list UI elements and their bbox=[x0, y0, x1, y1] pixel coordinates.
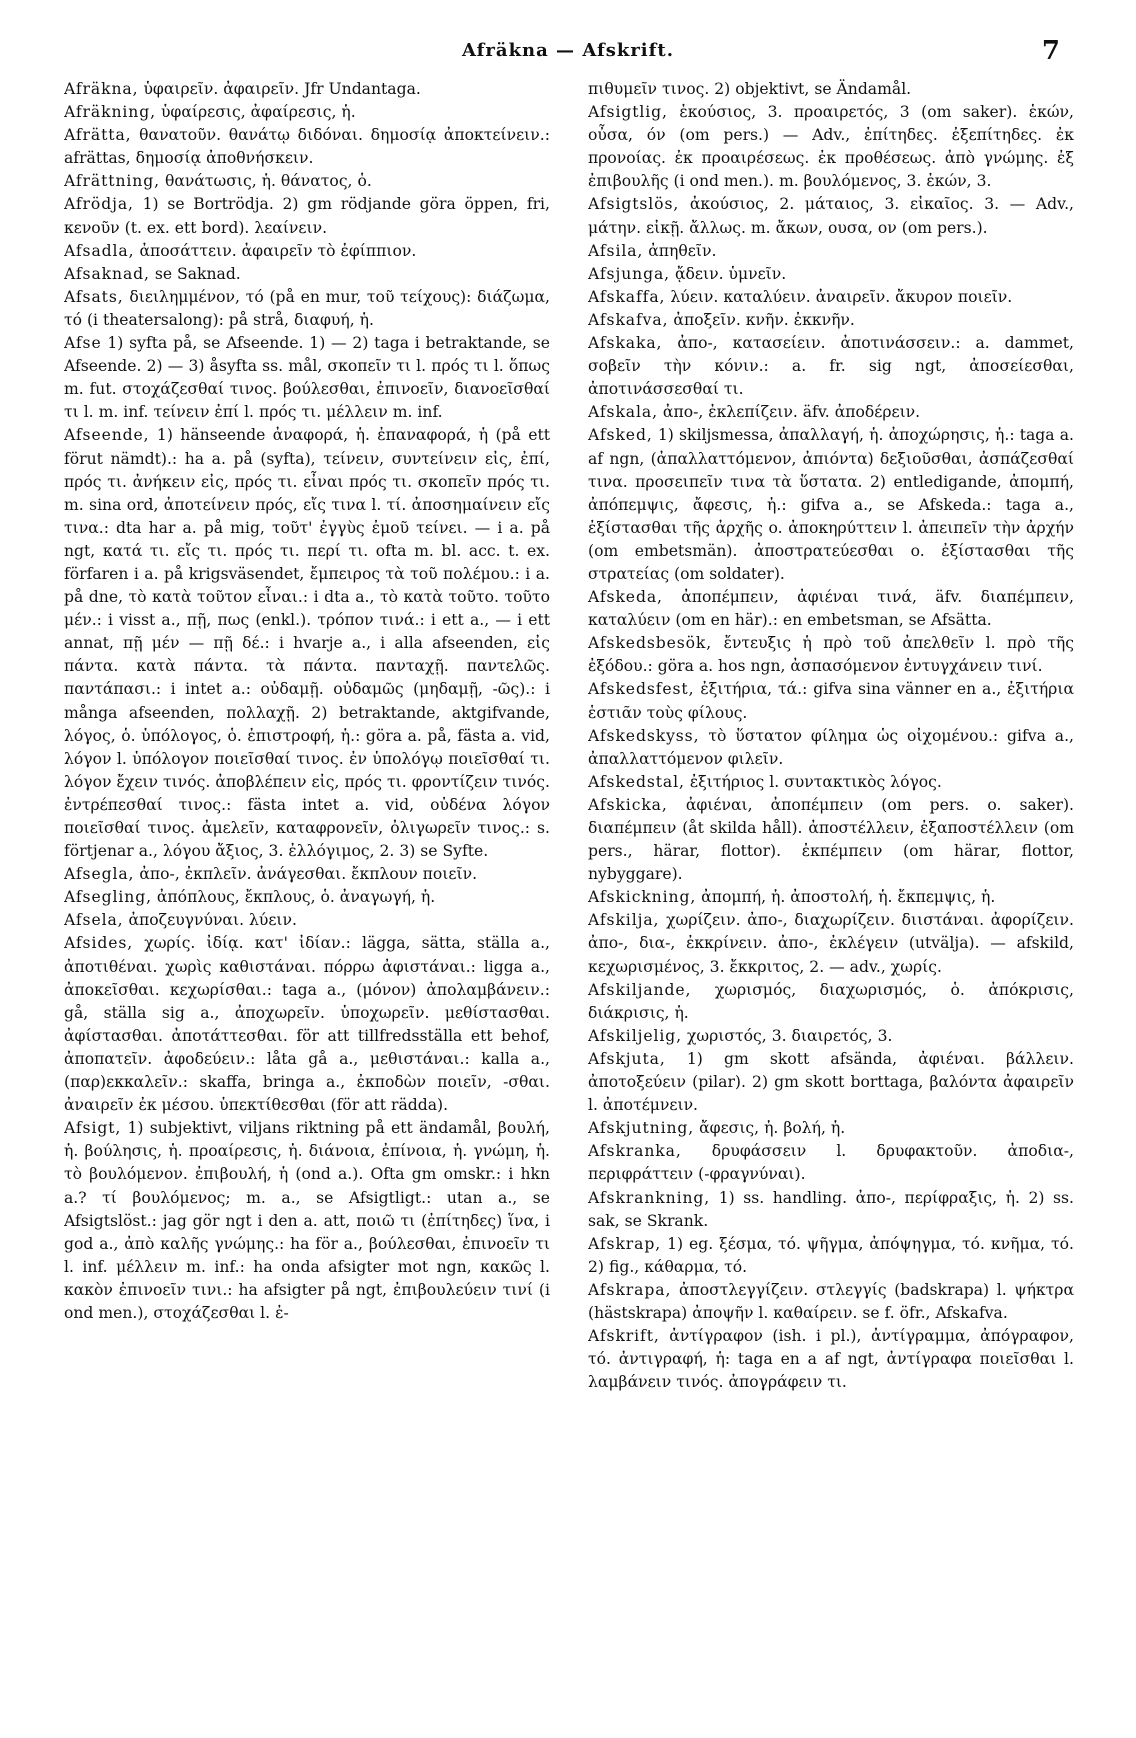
dictionary-entry bbox=[64, 286, 550, 332]
dictionary-entry bbox=[588, 332, 1074, 401]
entry-definition: ἀπομπή, ἡ. ἀποστολή, ἡ. ἔκπεμψις, ἡ. bbox=[701, 888, 996, 907]
entry-headword: Afrödja, bbox=[64, 195, 134, 214]
entry-definition: θανάτωσις, ἡ. θάνατος, ὁ. bbox=[164, 172, 372, 191]
entry-headword: Afskrapa, bbox=[588, 1280, 672, 1299]
entry-definition: ἀποστλεγγίζειν. στλεγγίς (badskrapa) l. ψήκτρα (hästskrapa) ἀποψῆν l. καθαίρειν. se f. öfr., Afskafva. bbox=[588, 1280, 1074, 1322]
entry-headword: Afrätta, bbox=[64, 126, 132, 145]
entry-definition: 1) hänseende ἀναφορά, ἡ. ἐπαναφορά, ἡ (på ett förut nämdt).: ha a. på (syfta), τείνειν, συντείνειν εἰς, ἐπί, πρός τι. ἀνήκειν εἰς, πρός τι. εἶναι πρός τι. σκοπεῖν πρός τι. m. sina ord, ἀποτείνειν πρός, εἴς τινα l. τί. ἀποσημαίνειν εἴς τινα.: dta har a. på mig, τοῦτ' ἐγγὺς ἐμοῦ τείνει. — i a. på ngt, κατά τι. εἴς τι. πρός τι. περί τι. ofta m. bl. acc. t. ex. förfaren i a. på krigsväsendet, ἔμπειρος τὰ τοῦ πολέμου.: i a. på dne, τὸ κατὰ τοῦτον εἶναι.: i dta a., τὸ κατὰ τοῦτο. τοῦτο μέν.: i visst a., πῇ, πως (enkl.). τρόπον τινά.: i ett a., — i ett annat, πῇ μέν — πῇ δέ.: i hvarje a., i alla afseenden, εἰς πάντα. κατὰ πάντα. τὰ πάντα. πανταχῇ. παντελῶς. παντάπασι.: i intet a.: οὐδαμῇ. οὐδαμῶς (μηδαμῇ, -ῶς).: i många afseenden, πολλαχῇ. 2) betraktande, aktgifvande, λόγος, ὁ. ὑπόλογος, ὁ. ἐπιστροφή, ἡ.: göra a. på, fästa a. vid, λόγον l. ὑπόλογον ποιεῖσθαί τινος. ἐν ὑπολόγῳ ποιεῖσθαί τι. λόγον ἔχειν τινός. ἀποβλέπειν εἰς, πρός τι. φροντίζειν τινός. ἐντρέπεσθαί τινος.: fästa intet a. vid, οὐδένα λόγον ποιεῖσθαί τινος. ἀμελεῖν, καταφρονεῖν, ὀλιγωρεῖν τινος.: s. förtjenar a., λόγου ἄξιος, 3. ἐλλόγιμος, 2. 3) se Syfte. bbox=[64, 426, 550, 861]
entry-definition: ὑφαίρεσις, ἀφαίρεσις, ἡ. bbox=[160, 103, 356, 122]
dictionary-entry bbox=[588, 78, 1074, 101]
dictionary-entry bbox=[588, 979, 1074, 1025]
dictionary-entry bbox=[588, 1279, 1074, 1325]
dictionary-entry bbox=[588, 771, 1074, 794]
entry-headword: Afskala, bbox=[588, 403, 658, 422]
dictionary-entry bbox=[64, 240, 550, 263]
dictionary-entry bbox=[588, 794, 1074, 886]
dictionary-entry bbox=[64, 886, 550, 909]
entry-headword: Afsegla, bbox=[64, 865, 135, 884]
entry-definition: πιθυμεῖν τινος. 2) objektivt, se Ändamål. bbox=[588, 80, 912, 98]
entry-headword: Afsides, bbox=[64, 934, 134, 953]
entry-definition: ἀποσάττειν. ἀφαιρεῖν τὸ ἐφίππιον. bbox=[139, 241, 417, 260]
entry-headword: Afsjunga, bbox=[588, 264, 671, 283]
entry-headword: Afskicka, bbox=[588, 795, 668, 814]
entry-headword: Afskafva, bbox=[588, 310, 669, 329]
dictionary-entry bbox=[588, 1140, 1074, 1186]
entry-definition: ἄφεσις, ἡ. βολή, ἡ. bbox=[699, 1119, 846, 1138]
entry-definition: χωριστός, 3. διαιρετός, 3. bbox=[686, 1026, 893, 1045]
entry-headword: Afskjuta, bbox=[588, 1049, 666, 1068]
entry-headword: Afskedskyss, bbox=[588, 726, 700, 745]
entry-definition: τὸ ὕστατον φίλημα ὡς οἰχομένου.: gifva a., ἀπαλλαττόμενον φιλεῖν. bbox=[588, 726, 1074, 768]
page-number: 7 bbox=[1041, 36, 1060, 66]
dictionary-entry bbox=[588, 1025, 1074, 1048]
entry-definition: ἀποζευγνύναι. λύειν. bbox=[128, 911, 297, 930]
dictionary-entry bbox=[64, 78, 550, 101]
entry-headword: Afskilja, bbox=[588, 911, 660, 930]
entry-headword: Afskaka, bbox=[588, 334, 663, 353]
entry-headword: Afskrift, bbox=[588, 1327, 660, 1346]
entry-headword: Afskaffa, bbox=[588, 287, 666, 306]
dictionary-entry bbox=[588, 1117, 1074, 1140]
dictionary-entry bbox=[588, 1187, 1074, 1233]
dictionary-entry bbox=[588, 678, 1074, 724]
dictionary-entry bbox=[588, 263, 1074, 286]
entry-headword: Afskjutning, bbox=[588, 1119, 695, 1138]
entry-headword: Afsadla, bbox=[64, 241, 135, 260]
dictionary-entry bbox=[64, 909, 550, 932]
dictionary-entry bbox=[64, 932, 550, 1117]
dictionary-entry bbox=[588, 1048, 1074, 1117]
entry-definition: ἔντευξις ἡ πρὸ τοῦ ἀπελθεῖν l. πρὸ τῆς ἐξόδου.: göra a. hos ngn, ἀσπασόμενον ἐντυγχάνειν τινί. bbox=[588, 634, 1074, 676]
dictionary-entry bbox=[588, 886, 1074, 909]
dictionary-entry bbox=[64, 263, 550, 286]
entry-headword: Afskrankning, bbox=[588, 1188, 711, 1207]
entry-definition: 1) gm skott afsända, ἀφιέναι. βάλλειν. ἀποτοξεύειν (pilar). 2) gm skott borttaga, βαλόντα ἀφαιρεῖν l. ἀποτέμνειν. bbox=[588, 1049, 1074, 1115]
entry-headword: Afskickning, bbox=[588, 888, 697, 907]
dictionary-entry bbox=[64, 124, 550, 170]
entry-definition: λύειν. καταλύειν. ἀναιρεῖν. ἄκυρον ποιεῖν. bbox=[670, 287, 1013, 306]
entry-headword: Afseende, bbox=[64, 426, 150, 445]
entry-headword: Afskedsfest, bbox=[588, 680, 695, 699]
entry-definition: χωρίς. ἰδίᾳ. κατ' ἰδίαν.: lägga, sätta, ställa a., ἀποτιθέναι. χωρὶς καθιστάναι. πόρρω ἀφιστάναι.: ligga a., ἀποκεῖσθαι. κεχωρίσθαι.: taga a., (μόνον) ἀπολαμβάνειν.: gå, ställa sig a., ἀποχωρεῖν. ὑποχωρεῖν. μεθίστασθαι. ἀφίστασθαι. ἀποτάττεσθαι. för att tillfredsställa ett behof, ἀποπατεῖν. ἀφοδεύειν.: låta gå a., μεθιστάναι.: kalla a., (παρ)εκκαλεῖν.: skaffa, bringa a., ἐκποδὼν ποιεῖν, -σθαι. ἀναιρεῖν ἐκ μέσου. ὑπεκτίθεσθαι (för att rädda). bbox=[64, 934, 550, 1115]
entry-headword: Afsigt, bbox=[64, 1119, 122, 1138]
dictionary-entry bbox=[588, 286, 1074, 309]
dictionary-entry bbox=[588, 193, 1074, 239]
dictionary-entry bbox=[588, 909, 1074, 978]
entry-headword: Afsats, bbox=[64, 287, 124, 306]
entry-definition: se Saknad. bbox=[154, 264, 241, 283]
entry-definition: ἀπο-, κατασείειν. ἀποτινάσσειν.: a. dammet, σοβεῖν τὴν κόνιν.: a. fr. sig ngt, ἀποσείεσθαι, ἀποτινάσσεσθαί τι. bbox=[588, 334, 1074, 399]
dictionary-entry bbox=[588, 401, 1074, 424]
entry-definition: ἀποπέμπειν, ἀφιέναι τινά, äfv. διαπέμπειν, καταλύειν (om en här).: en embetsman, se Afsätta. bbox=[588, 588, 1074, 630]
dictionary-entry bbox=[64, 332, 550, 424]
entry-definition: ἀπηθεῖν. bbox=[648, 241, 717, 260]
entry-headword: Afsked, bbox=[588, 426, 653, 445]
dictionary-entry bbox=[64, 424, 550, 863]
dictionary-entry bbox=[588, 1233, 1074, 1279]
entry-definition: ἀκούσιος, 2. μάταιος, 3. εἰκαῖος. 3. — Adv., μάτην. εἰκῇ. ἄλλως. m. ἄκων, ουσα, ον (om pers.). bbox=[588, 195, 1074, 237]
entry-definition: δρυφάσσειν l. δρυφακτοῦν. ἀποδια-, περιφράττειν (-φραγνύναι). bbox=[588, 1142, 1074, 1184]
entry-definition: 1) skiljsmessa, ἀπαλλαγή, ἡ. ἀποχώρησις, ἡ.: taga a. af ngn, (ἀπαλλαττόμενον, ἀπιόντα) δεξιοῦσθαι, ἀσπάζεσθαί τινα. προσειπεῖν τινα τὰ ὕστατα. 2) entledigande, ἀπομπή, ἀπόπεμψις, ἄφεσις, ἡ.: gifva a., se Afskeda.: taga a., ἐξίστασθαι τῆς ἀρχῆς o. ἀποκηρύττειν l. ἀπειπεῖν τὴν ἀρχήν (om embetsmän). ἀποστρατεύεσθαι o. ἐξίστασθαι τῆς στρατείας (om soldater). bbox=[588, 426, 1074, 583]
entry-headword: Afsila, bbox=[588, 241, 644, 260]
dictionary-entry bbox=[588, 1325, 1074, 1394]
entry-definition: ἐξιτήρια, τά.: gifva sina vänner en a., ἐξιτήρια ἑστιᾶν τοὺς φίλους. bbox=[588, 680, 1074, 722]
entry-headword: Afse bbox=[64, 334, 102, 353]
dictionary-entry bbox=[64, 101, 550, 124]
entry-headword: Afräkning, bbox=[64, 103, 156, 122]
entry-headword: Afsigtlig, bbox=[588, 103, 668, 122]
dictionary-entry bbox=[588, 101, 1074, 193]
entry-definition: ὑφαιρεῖν. ἀφαιρεῖν. Jfr Undantaga. bbox=[143, 80, 421, 98]
entry-definition: ἀπόπλους, ἔκπλους, ὁ. ἀναγωγή, ἡ. bbox=[156, 888, 436, 907]
entry-headword: Afskeda, bbox=[588, 588, 663, 607]
dictionary-entry bbox=[64, 1117, 550, 1325]
entry-definition: ἀποξεῖν. κνῆν. ἐκκνῆν. bbox=[673, 310, 855, 329]
entry-definition: διειλημμένον, τό (på en mur, τοῦ τείχους): διάζωμα, τό (i theatersalong): på strå, διαφυή, ἡ. bbox=[64, 287, 550, 329]
running-header-title: Afräkna — Afskrift. bbox=[462, 40, 674, 61]
entry-definition: 1) se Bortrödja. 2) gm rödjande göra öppen, fri, κενοῦν (t. ex. ett bord). λεαίνειν. bbox=[64, 195, 550, 237]
entry-definition: ἑκούσιος, 3. προαιρετός, 3 (om saker). ἑκών, οὖσα, όν (om pers.) — Adv., ἐπίτηδες. ἐξεπίτηδες. ἐκ προνοίας. ἐκ προαιρέσεως. ἐκ προθέσεως. ἀπὸ γνώμης. ἐξ ἐπιβουλῆς (i ond men.). m. βουλόμενος, 3. ἑκών, 3. bbox=[588, 103, 1074, 191]
entry-definition: ἀφιέναι, ἀποπέμπειν (om pers. o. saker). διαπέμπειν (åt skilda håll). ἀποστέλλειν, ἐξαποστέλλειν (om pers., härar, flottor). ἐκπέμπειν (om härar, flottor, nybyggare). bbox=[588, 795, 1074, 884]
entry-definition: 1) eg. ξέσμα, τό. ψῆγμα, ἀπόψηγμα, τό. κνῆμα, τό. 2) fig., κάθαρμα, τό. bbox=[588, 1234, 1074, 1276]
entry-headword: Afskranka, bbox=[588, 1142, 682, 1161]
entry-definition: ἐξιτήριος l. συντακτικὸς λόγος. bbox=[689, 772, 942, 791]
entry-headword: Afsela, bbox=[64, 911, 124, 930]
dictionary-entry bbox=[588, 309, 1074, 332]
dictionary-entry bbox=[64, 863, 550, 886]
entry-headword: Afskedsbesök, bbox=[588, 634, 713, 653]
dictionary-entry bbox=[64, 193, 550, 239]
dictionary-entry bbox=[588, 586, 1074, 632]
dictionary-entry bbox=[588, 240, 1074, 263]
dictionary-entry bbox=[588, 424, 1074, 586]
left-column bbox=[64, 78, 550, 1718]
dictionary-entry bbox=[588, 632, 1074, 678]
entry-headword: Afskrap, bbox=[588, 1234, 662, 1253]
entry-headword: Afräkna, bbox=[64, 80, 139, 98]
entry-definition: θανατοῦν. θανάτῳ διδόναι. δημοσίᾳ ἀποκτείνειν.: afrättas, δημοσίᾳ ἀποθνήσκειν. bbox=[64, 126, 550, 168]
entry-headword: Afrättning, bbox=[64, 172, 160, 191]
entry-definition: 1) syfta på, se Afseende. 1) — 2) taga i betraktande, se Afseende. 2) — 3) åsyfta ss. mål, σκοπεῖν τι l. πρός τι l. ὅπως m. fut. στοχάζεσθαί τινος. βούλεσθαι, ἐπινοεῖν, διανοεῖσθαί τι l. m. inf. τείνειν ἐπί l. πρός τι. μέλλειν m. inf. bbox=[64, 334, 550, 422]
entry-definition: χωρισμός, διαχωρισμός, ὁ. ἀπόκρισις, διάκρισις, ἡ. bbox=[588, 980, 1074, 1022]
entry-headword: Afsigtslös, bbox=[588, 195, 680, 214]
entry-definition: ἀπο-, ἐκπλεῖν. ἀνάγεσθαι. ἔκπλουν ποιεῖν. bbox=[139, 865, 478, 884]
dictionary-entry bbox=[588, 725, 1074, 771]
entry-definition: χωρίζειν. ἀπο-, διαχωρίζειν. διιστάναι. ἀφορίζειν. ἀπο-, δια-, ἐκκρίνειν. ἀπο-, ἐκλέγειν (utvälja). — afskild, κεχωρισμένος, 3. ἔκκριτος, 2. — adv., χωρίς. bbox=[588, 911, 1074, 976]
entry-definition: 1) subjektivt, viljans riktning på ett ändamål, βουλή, ἡ. βούλησις, ἡ. προαίρεσις, ἡ. διάνοια, ἐπίνοια, ἡ. γνώμη, ἡ. τὸ βουλόμενον. ἐπιβουλή, ἡ (ond a.). Ofta gm omskr.: i hkn a.? τί βουλόμενος; m. a., se Afsigtligt.: utan a., se Afsigtslöst.: jag gör ngt i den a. att, ποιῶ τι (ἐπίτηδες) ἵνα, i god a., ἀπὸ καλῆς γνώμης.: ha för a., βούλεσθαι, ἐπινοεῖν τι l. inf. μέλλειν m. inf.: ha onda afsigter mot ngn, κακῶς l. κακὸν ἐπινοεῖν τινι.: ha afsigter på ngt, ἐπιβουλεύειν τινί (i ond men.), στοχάζεσθαι l. ἐ- bbox=[64, 1119, 550, 1322]
right-column bbox=[588, 78, 1074, 1718]
entry-definition: ᾄδειν. ὑμνεῖν. bbox=[675, 264, 787, 283]
entry-headword: Afskiljande, bbox=[588, 980, 692, 999]
entry-headword: Afskedstal, bbox=[588, 772, 685, 791]
entry-headword: Afskiljelig, bbox=[588, 1026, 682, 1045]
entry-headword: Afsegling, bbox=[64, 888, 152, 907]
entry-definition: ἀπο-, ἐκλεπίζειν. äfv. ἀποδέρειν. bbox=[662, 403, 921, 422]
entry-definition: ἀντίγραφον (ish. i pl.), ἀντίγραμμα, ἀπόγραφον, τό. ἀντιγραφή, ἡ: taga en a af ngt, ἀντίγραφα ποιεῖσθαι l. λαμβάνειν τινός. ἀπογράφειν τι. bbox=[588, 1327, 1074, 1392]
entry-definition: 1) ss. handling. ἀπο-, περίφραξις, ἡ. 2) ss. sak, se Skrank. bbox=[588, 1188, 1074, 1230]
entry-headword: Afsaknad, bbox=[64, 264, 150, 283]
dictionary-entry bbox=[64, 170, 550, 193]
